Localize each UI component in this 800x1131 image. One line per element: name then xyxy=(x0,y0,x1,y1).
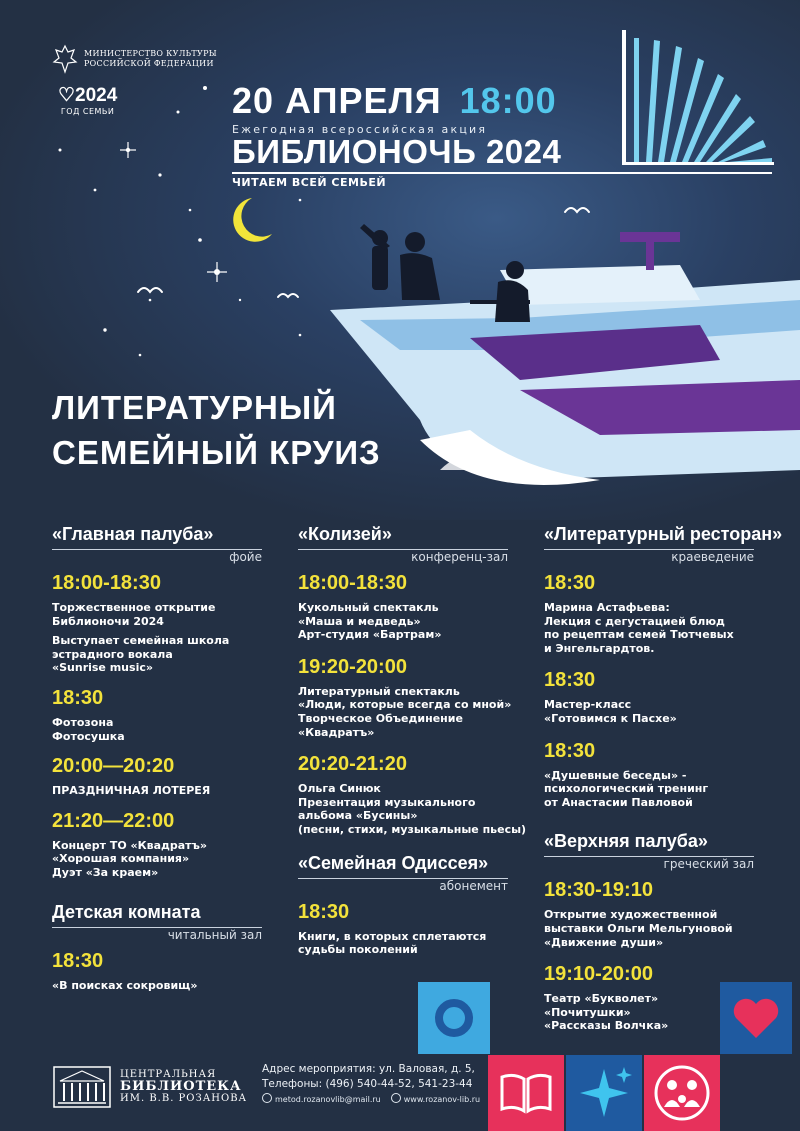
heart-tile-icon xyxy=(720,982,792,1054)
program-event xyxy=(298,572,528,642)
event-text: «Рассказы Волчка» xyxy=(544,1019,669,1033)
year-logo-number: 2024 xyxy=(75,85,118,106)
moon-icon xyxy=(233,198,272,242)
event-text: Библионочи 2024 xyxy=(52,614,164,628)
ministry-line2: РОССИЙСКОЙ ФЕДЕРАЦИИ xyxy=(84,59,214,68)
program-event xyxy=(544,879,774,949)
address-text: Адрес мероприятия: ул. Валовая, д. 5, xyxy=(262,1063,475,1075)
event-text: ПРАЗДНИЧНАЯ ЛОТЕРЕЯ xyxy=(52,784,211,798)
program-column-2 xyxy=(298,524,528,957)
event-text: Торжественное открытие xyxy=(52,601,216,614)
time-text: 18:00 xyxy=(459,80,557,121)
program-event xyxy=(52,755,282,798)
event-time: 18:00-18:30 xyxy=(298,572,407,594)
program-event xyxy=(52,950,282,993)
event-text: «Sunrise music» xyxy=(52,661,153,675)
event-text: Творческое Объединение xyxy=(298,711,463,725)
event-time: 18:30 xyxy=(52,686,104,709)
event-time: 18:30-19:10 xyxy=(544,879,653,902)
event-time: 18:30 xyxy=(298,900,350,923)
event-time: 18:30 xyxy=(544,572,596,594)
event-text: Фотосушка xyxy=(52,729,125,743)
event-text: по рецептам семей Тютчевых xyxy=(544,628,734,642)
ministry-logo xyxy=(52,44,217,74)
program-event xyxy=(298,656,528,739)
event-text: Литературный спектакль xyxy=(298,684,460,698)
event-text: Арт-студия «Бартрам» xyxy=(298,628,442,642)
section-location: греческий зал xyxy=(663,857,754,872)
event-date xyxy=(232,80,557,122)
section-title: «Колизей» xyxy=(298,524,392,544)
ministry-line1: МИНИСТЕРСТВО КУЛЬТУРЫ xyxy=(84,49,217,58)
section-location: фойе xyxy=(229,550,262,564)
event-time: 20:00—20:20 xyxy=(52,755,175,778)
section-location: абонемент xyxy=(439,878,508,893)
section-childrens-room xyxy=(52,902,282,993)
event-text: Мастер-класс xyxy=(544,698,632,712)
program-event xyxy=(52,687,282,743)
section-title: «Верхняя палуба» xyxy=(544,831,708,852)
program-event xyxy=(544,572,774,655)
book-fan-logo-icon xyxy=(618,28,778,178)
program-event xyxy=(544,740,774,810)
program-column-1 xyxy=(52,524,282,992)
section-location: краеведение xyxy=(671,550,754,564)
sparkle-tile-icon xyxy=(566,1055,642,1131)
event-text: Фотозона xyxy=(52,715,114,729)
event-time: 18:30 xyxy=(52,949,104,972)
library-logo xyxy=(52,1065,247,1109)
event-text: Презентация музыкального xyxy=(298,795,476,809)
event-time: 18:30 xyxy=(544,669,596,692)
library-name-line2: БИБЛИОТЕКА xyxy=(120,1079,242,1094)
library-building-icon xyxy=(52,1065,112,1109)
program-event xyxy=(298,901,528,957)
event-text: Марина Астафьева: xyxy=(544,601,670,614)
event-text: «Готовимся к Пасхе» xyxy=(544,711,677,725)
event-text: Открытие художественной xyxy=(544,908,718,922)
section-title: «Семейная Одиссея» xyxy=(298,852,489,873)
phones-text: Телефоны: (496) 540-44-52, 541-23-44 xyxy=(262,1078,473,1090)
event-text: Выступает семейная школа xyxy=(52,634,230,648)
event-text: Ольга Синюк xyxy=(298,782,381,796)
family-tile-icon xyxy=(644,1055,720,1131)
section-family-odyssey xyxy=(298,853,528,957)
yacht-illustration xyxy=(330,224,800,485)
program-event xyxy=(298,753,528,836)
event-time: 20:20-21:20 xyxy=(298,753,407,776)
section-title: «Главная палуба» xyxy=(52,524,214,544)
event-text: «Хорошая компания» xyxy=(52,852,190,866)
event-text: «Душевные беседы» - xyxy=(544,768,687,782)
event-address xyxy=(262,1062,475,1092)
library-name-line3: ИМ. В.В. РОЗАНОВА xyxy=(120,1093,248,1104)
event-time: 18:30 xyxy=(544,739,596,762)
event-time: 19:20-20:00 xyxy=(298,655,407,678)
event-text: выставки Ольги Мельгуновой xyxy=(544,921,733,935)
campaign-tagline: ЧИТАЕМ ВСЕЙ СЕМЬЕЙ xyxy=(232,176,387,189)
email-text: metod.rozanovlib@mail.ru xyxy=(275,1095,381,1104)
contacts xyxy=(262,1093,480,1104)
event-title xyxy=(52,385,381,475)
event-text: Книги, в которых сплетаются xyxy=(298,929,487,943)
globe-icon xyxy=(391,1093,401,1103)
event-time: 19:10-20:00 xyxy=(544,963,653,986)
event-text: психологический тренинг xyxy=(544,782,709,796)
website-text: www.rozanov-lib.ru xyxy=(403,1095,481,1104)
section-title: Детская комната xyxy=(52,901,201,922)
event-text: эстрадного вокала xyxy=(52,647,173,661)
section-location: конференц-зал xyxy=(411,550,508,564)
library-name-line1: ЦЕНТРАЛЬНАЯ xyxy=(120,1069,217,1080)
program-column-3 xyxy=(544,524,783,1033)
heart-outline-icon: ♡ xyxy=(58,85,76,106)
email-icon xyxy=(262,1093,272,1103)
event-text: «Квадратъ» xyxy=(298,725,375,739)
event-text: «Люди, которые всегда со мной» xyxy=(298,698,512,712)
event-text: и Энгельгардтов. xyxy=(544,641,655,655)
star-sparkles xyxy=(120,142,227,282)
event-text: Кукольный спектакль xyxy=(298,601,439,614)
email-contact[interactable] xyxy=(262,1093,381,1104)
event-text: Лекция с дегустацией блюд xyxy=(544,614,725,628)
campaign-name: БИБЛИОНОЧЬ 2024 xyxy=(232,133,562,170)
website-contact[interactable] xyxy=(391,1093,480,1104)
program-event xyxy=(52,810,282,880)
event-time: 18:00-18:30 xyxy=(52,572,161,594)
event-text: от Анастасии Павловой xyxy=(544,795,693,809)
ring-tile-icon xyxy=(418,982,490,1054)
section-title: «Литературный ресторан» xyxy=(544,524,783,544)
eagle-emblem-icon xyxy=(52,44,78,74)
open-book-tile-icon xyxy=(488,1055,564,1131)
year-logo-text: ГОД СЕМЬИ xyxy=(60,107,115,116)
event-text: судьбы поколений xyxy=(298,943,418,957)
year-of-family-logo xyxy=(58,84,117,116)
event-text: Дуэт «За краем» xyxy=(52,865,159,879)
program-event xyxy=(544,669,774,725)
event-text: «Движение души» xyxy=(544,935,664,949)
date-text: 20 АПРЕЛЯ xyxy=(232,80,442,121)
event-text: «В поисках сокровищ» xyxy=(52,978,198,992)
event-text: (песни, стихи, музыкальные пьесы) xyxy=(298,822,527,836)
event-time: 21:20—22:00 xyxy=(52,809,175,832)
event-text: «Почитушки» xyxy=(544,1005,631,1019)
section-location: читальный зал xyxy=(167,927,262,942)
event-text: Концерт ТО «Квадратъ» xyxy=(52,838,207,852)
event-text: альбома «Бусины» xyxy=(298,809,418,823)
event-title-line2: СЕМЕЙНЫЙ КРУИЗ xyxy=(52,434,381,471)
program-event xyxy=(52,572,282,675)
campaign-subtitle: Ежегодная всероссийская акция xyxy=(232,123,488,136)
event-text: Театр «Букволет» xyxy=(544,992,659,1006)
event-text: «Маша и медведь» xyxy=(298,614,421,628)
event-title-line1: ЛИТЕРАТУРНЫЙ xyxy=(52,389,337,426)
